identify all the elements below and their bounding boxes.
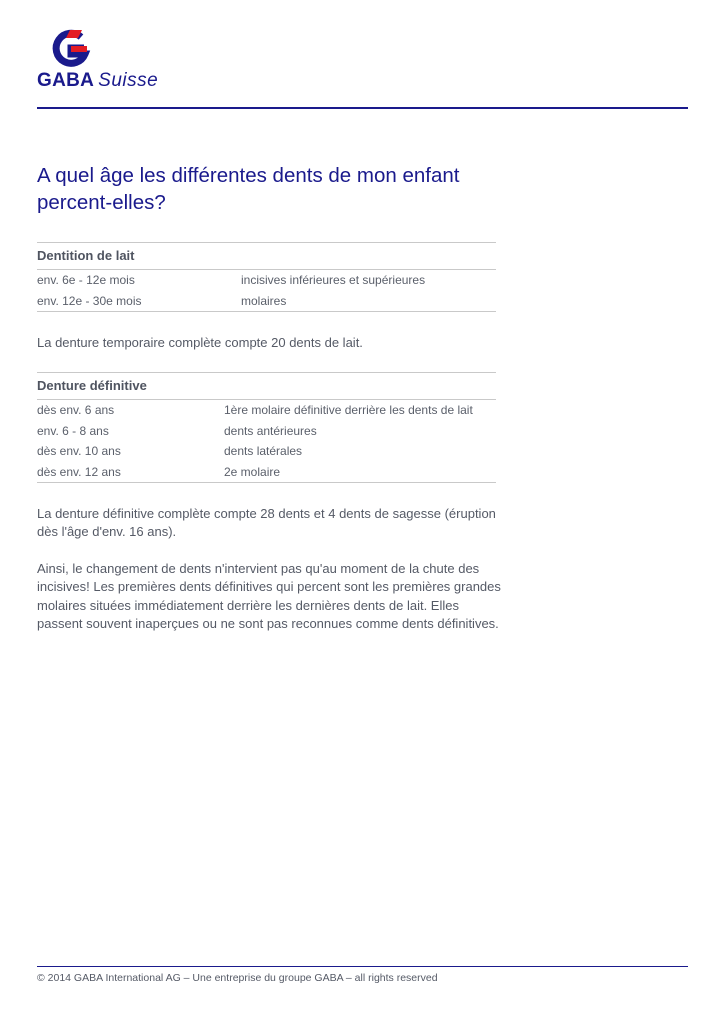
table-bottom-rule bbox=[37, 311, 496, 312]
copyright-footer: © 2014 GABA International AG – Une entreprise du groupe GABA – all rights reserved bbox=[37, 972, 438, 984]
logo-brand-region: Suisse bbox=[98, 70, 159, 91]
teeth-cell: dents antérieures bbox=[224, 423, 317, 438]
gaba-g-logo-icon bbox=[51, 28, 91, 72]
table-row bbox=[37, 462, 496, 483]
logo-brand-name: GABA bbox=[37, 70, 95, 91]
teeth-cell: 2e molaire bbox=[224, 464, 281, 479]
milk-teeth-table bbox=[37, 242, 496, 312]
milk-teeth-summary: La denture temporaire complète compte 20 dents de lait. bbox=[37, 335, 363, 350]
teeth-cell: 1ère molaire définitive derrière les dents de lait bbox=[224, 403, 473, 417]
page-title: A quel âge les différentes dents de mon enfant percent-elles? bbox=[37, 164, 460, 214]
age-cell: dès env. 12 ans bbox=[37, 464, 121, 479]
footer-divider bbox=[37, 966, 688, 967]
table-row bbox=[37, 270, 496, 291]
permanent-teeth-table-heading: Denture définitive bbox=[37, 372, 496, 400]
teeth-cell: molaires bbox=[241, 293, 287, 308]
table-bottom-rule bbox=[37, 482, 496, 483]
age-cell: env. 6e - 12e mois bbox=[37, 273, 135, 287]
age-cell: env. 12e - 30e mois bbox=[37, 293, 142, 308]
teeth-cell: dents latérales bbox=[224, 444, 303, 458]
age-cell: dès env. 10 ans bbox=[37, 444, 121, 458]
permanent-teeth-summary: La denture définitive complète compte 28 dents et 4 dents de sagesse (éruption dès l'âge d'env. 16 ans). bbox=[37, 506, 496, 540]
teeth-cell: incisives inférieures et supérieures bbox=[241, 273, 426, 287]
table-row bbox=[37, 400, 496, 421]
logo-wordmark bbox=[37, 70, 158, 92]
age-cell: dès env. 6 ans bbox=[37, 403, 115, 417]
table-row bbox=[37, 441, 496, 462]
milk-teeth-table-heading: Dentition de lait bbox=[37, 242, 496, 270]
explanation-paragraph: Ainsi, le changement de dents n'intervient pas qu'au moment de la chute des incisives! Les premières dents définitives qui percent sont les premières grandes molaires situées immédiatement derrière les dernières dents de lait. Elles passent souvent inaperçues ou ne sont pas reconnues comme dents définitives. bbox=[37, 561, 501, 631]
permanent-teeth-table bbox=[37, 372, 496, 483]
table-row bbox=[37, 291, 496, 312]
table-row bbox=[37, 421, 496, 442]
age-cell: env. 6 - 8 ans bbox=[37, 423, 109, 438]
header-divider bbox=[37, 107, 688, 109]
gaba-logo[interactable] bbox=[37, 28, 187, 94]
